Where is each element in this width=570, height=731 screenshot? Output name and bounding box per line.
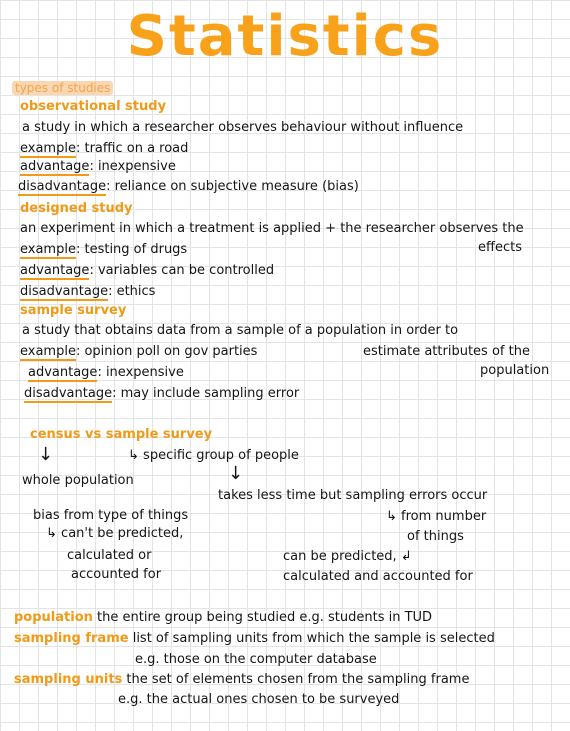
sample-pred-text: can be predicted, [283, 549, 397, 564]
sample-from-text: from number [401, 509, 487, 524]
sample-survey-example [20, 344, 257, 360]
advantage-label: advantage [20, 159, 90, 174]
sample-pred-2: calculated and accounted for [283, 569, 473, 584]
disadvantage-text: : may include sampling error [112, 386, 300, 401]
advantage-text: : variables can be controlled [89, 263, 275, 278]
disadvantage-text: : ethics [108, 284, 156, 299]
sample-survey-advantage [28, 365, 184, 381]
hook-arrow-icon: ↳ [128, 448, 139, 463]
sample-from-2: of things [407, 529, 464, 544]
example-label: example [20, 141, 76, 156]
designed-disadvantage [20, 284, 155, 300]
definition-row [14, 631, 495, 647]
definition-term: sampling units [14, 672, 123, 687]
advantage-label: advantage [28, 365, 98, 380]
types-heading [12, 80, 113, 97]
disadvantage-text: : reliance on subjective measure (bias) [106, 179, 359, 194]
observational-definition: a study in which a researcher observes behaviour without influence [22, 120, 464, 135]
census-bias-2-text: can't be predicted, [61, 526, 184, 541]
observational-example [20, 141, 188, 157]
advantage-text: : inexpensive [89, 159, 176, 174]
sample-survey-heading: sample survey [20, 303, 127, 318]
sample-pred [283, 549, 412, 565]
census-vs-sample-heading: census vs sample survey [30, 427, 213, 442]
definition-term: sampling frame [14, 631, 129, 646]
types-heading-text: types of studies [12, 81, 113, 95]
definition-text: the set of elements chosen from the sampling frame [126, 672, 470, 687]
disadvantage-label: disadvantage [20, 284, 109, 299]
designed-advantage [20, 263, 274, 279]
designed-definition-end: effects [478, 240, 522, 255]
definition-row [14, 610, 432, 626]
sample-survey-definition: a study that obtains data from a sample of a population in order to [22, 323, 459, 338]
sample-survey-disadvantage [24, 386, 299, 402]
definition-term: population [14, 610, 93, 625]
sample-from [386, 509, 486, 525]
hook-arrow-icon: ↳ [386, 509, 397, 524]
census-bias-4: accounted for [71, 567, 162, 582]
example-text: : traffic on a road [75, 141, 189, 156]
definition-text: list of sampling units from which the sample is selected [132, 631, 495, 646]
return-arrow-icon: ↲ [400, 549, 412, 564]
definition-example: e.g. the actual ones chosen to be surveyed [118, 692, 400, 707]
example-label: example [20, 242, 76, 257]
advantage-text: : inexpensive [97, 365, 184, 380]
sample-group-text: specific group of people [143, 448, 299, 463]
census-bias: bias from type of things [33, 508, 189, 523]
disadvantage-label: disadvantage [18, 179, 107, 194]
sample-survey-definition-3: population [480, 363, 550, 378]
disadvantage-label: disadvantage [24, 386, 113, 401]
advantage-label: advantage [20, 263, 90, 278]
designed-definition: an experiment in which a treatment is applied + the researcher observes the [20, 221, 524, 236]
example-text: : opinion poll on gov parties [75, 344, 258, 359]
arrow-down-icon: ↓ [228, 463, 244, 484]
census-bias-3: calculated or [67, 548, 152, 563]
arrow-down-icon: ↓ [38, 444, 54, 465]
sample-time: takes less time but sampling errors occur [218, 488, 488, 503]
sample-group [128, 448, 299, 464]
observational-heading: observational study [20, 99, 167, 114]
definition-example: e.g. those on the computer database [135, 652, 377, 667]
example-text: : testing of drugs [75, 242, 188, 257]
example-label: example [20, 344, 76, 359]
definition-text: the entire group being studied e.g. students in TUD [97, 610, 433, 625]
page-title: Statistics [126, 4, 444, 69]
census-bias-2 [46, 526, 183, 542]
hook-arrow-icon: ↳ [46, 526, 57, 541]
designed-example [20, 242, 187, 258]
census-scope: whole population [22, 473, 134, 488]
observational-disadvantage [18, 179, 359, 195]
sample-survey-definition-2: estimate attributes of the [363, 344, 530, 359]
observational-advantage [20, 159, 176, 175]
designed-heading: designed study [20, 201, 133, 216]
definition-row [14, 672, 469, 688]
